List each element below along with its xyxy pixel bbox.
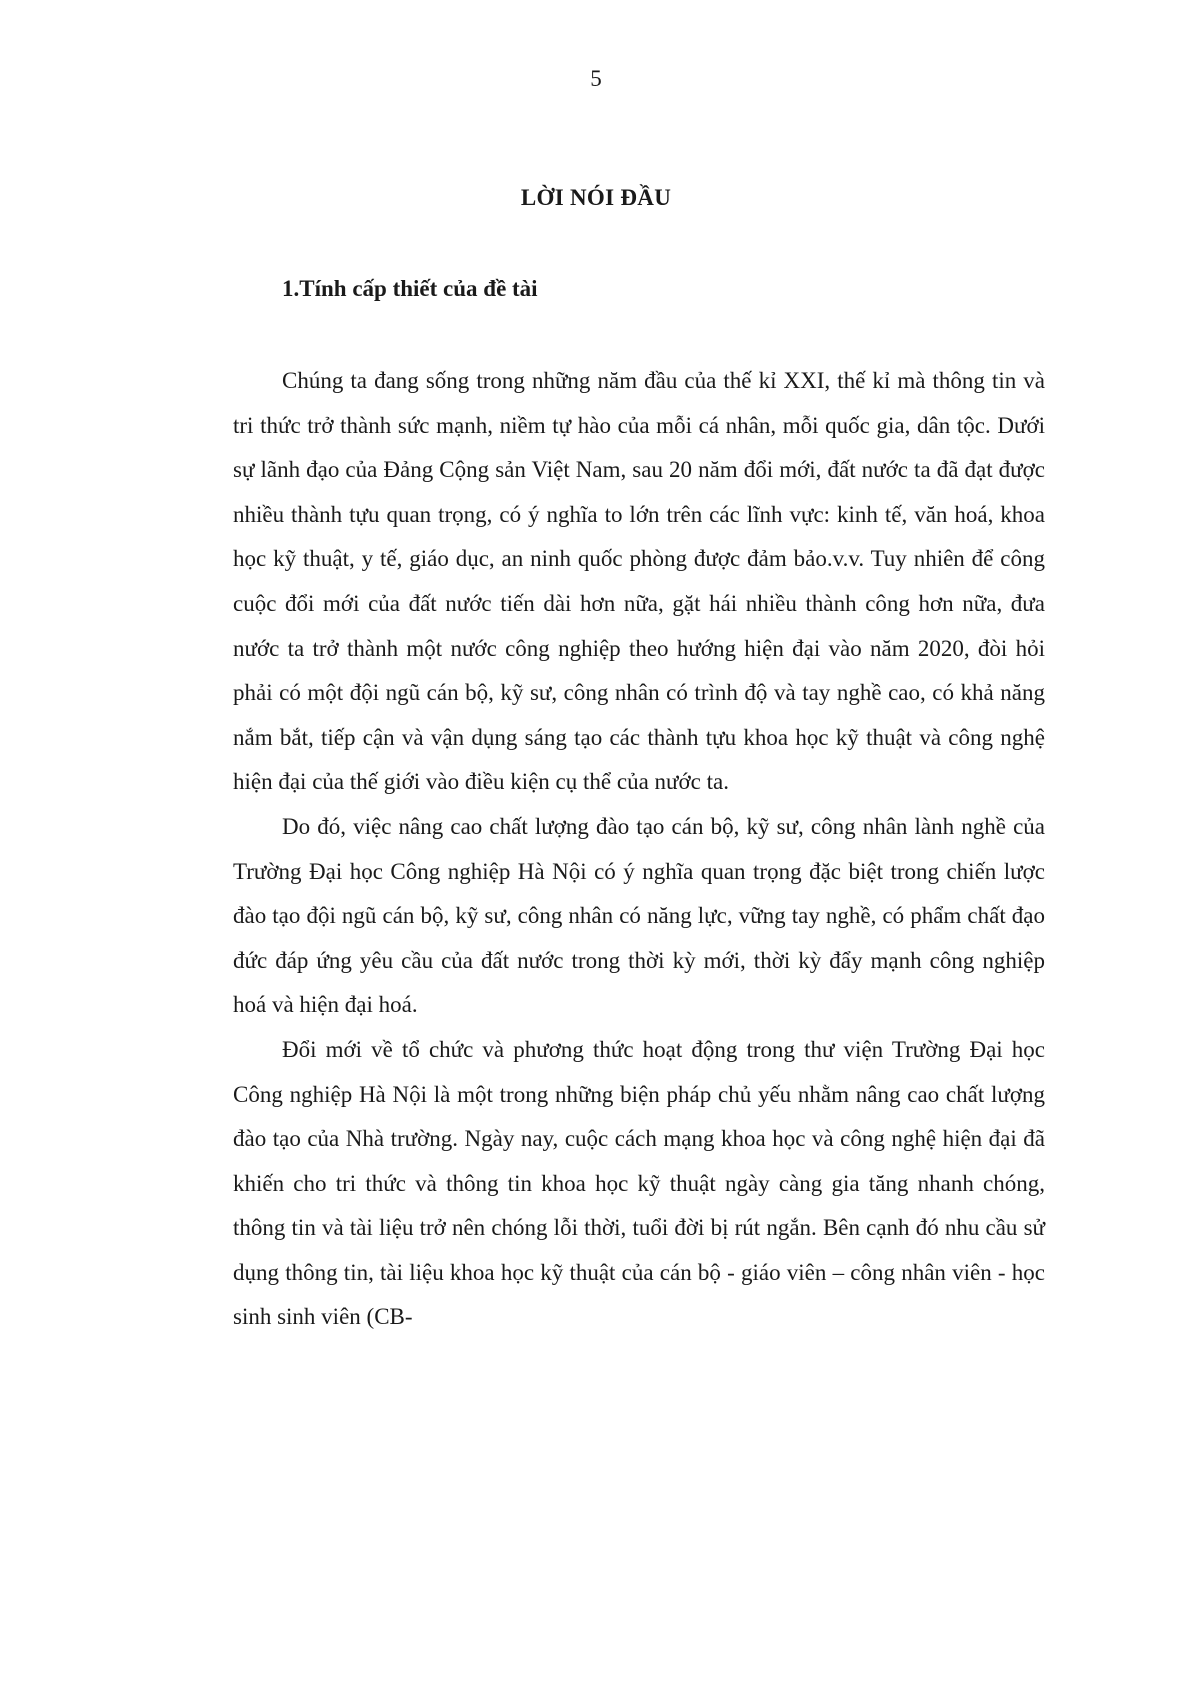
paragraph: Do đó, việc nâng cao chất lượng đào tạo cán bộ, kỹ sư, công nhân lành nghề của Trường Đại học Công nghiệp Hà Nội có ý nghĩa quan trọng đặc biệt trong chiến lược đào tạo đội ngũ cán bộ, kỹ sư, công nhân có năng lực, vững tay nghề, có phẩm chất đạo đức đáp ứng yêu cầu của đất nước trong thời kỳ mới, thời kỳ đẩy mạnh công nghiệp hoá và hiện đại hoá. — [233, 813, 1045, 1018]
page-number: 5 — [590, 66, 602, 91]
body-text — [233, 359, 1045, 1340]
paragraph: Đổi mới về tổ chức và phương thức hoạt động trong thư viện Trường Đại học Công nghiệp Hà Nội là một trong những biện pháp chủ yếu nhằm nâng cao chất lượng đào tạo của Nhà trường. Ngày nay, cuộc cách mạng khoa học và công nghệ hiện đại đã khiến cho tri thức và thông tin khoa học kỹ thuật ngày càng gia tăng nhanh chóng, thông tin và tài liệu trở nên chóng lỗi thời, tuổi đời bị rút ngắn. Bên cạnh đó nhu cầu sử dụng thông tin, tài liệu khoa học kỹ thuật của cán bộ - giáo viên – công nhân viên - học sinh sinh viên (CB- — [233, 1036, 1045, 1330]
section-heading: 1.Tính cấp thiết của đề tài — [282, 276, 538, 301]
paragraph: Chúng ta đang sống trong những năm đầu của thế kỉ XXI, thế kỉ mà thông tin và tri thức trở thành sức mạnh, niềm tự hào của mỗi cá nhân, mỗi quốc gia, dân tộc. Dưới sự lãnh đạo của Đảng Cộng sản Việt Nam, sau 20 năm đổi mới, đất nước ta đã đạt được nhiều thành tựu quan trọng, có ý nghĩa to lớn trên các lĩnh vực: kinh tế, văn hoá, khoa học kỹ thuật, y tế, giáo dục, an ninh quốc phòng được đảm bảo.v.v. Tuy nhiên để công cuộc đổi mới của đất nước tiến dài hơn nữa, gặt hái nhiều thành công hơn nữa, đưa nước ta trở thành một nước công nghiệp theo hướng hiện đại vào năm 2020, đòi hỏi phải có một đội ngũ cán bộ, kỹ sư, công nhân có trình độ và tay nghề cao, có khả năng nắm bắt, tiếp cận và vận dụng sáng tạo các thành tựu khoa học kỹ thuật và công nghệ hiện đại của thế giới vào điều kiện cụ thể của nước ta. — [233, 368, 1045, 795]
document-title: LỜI NÓI ĐẦU — [520, 185, 672, 210]
